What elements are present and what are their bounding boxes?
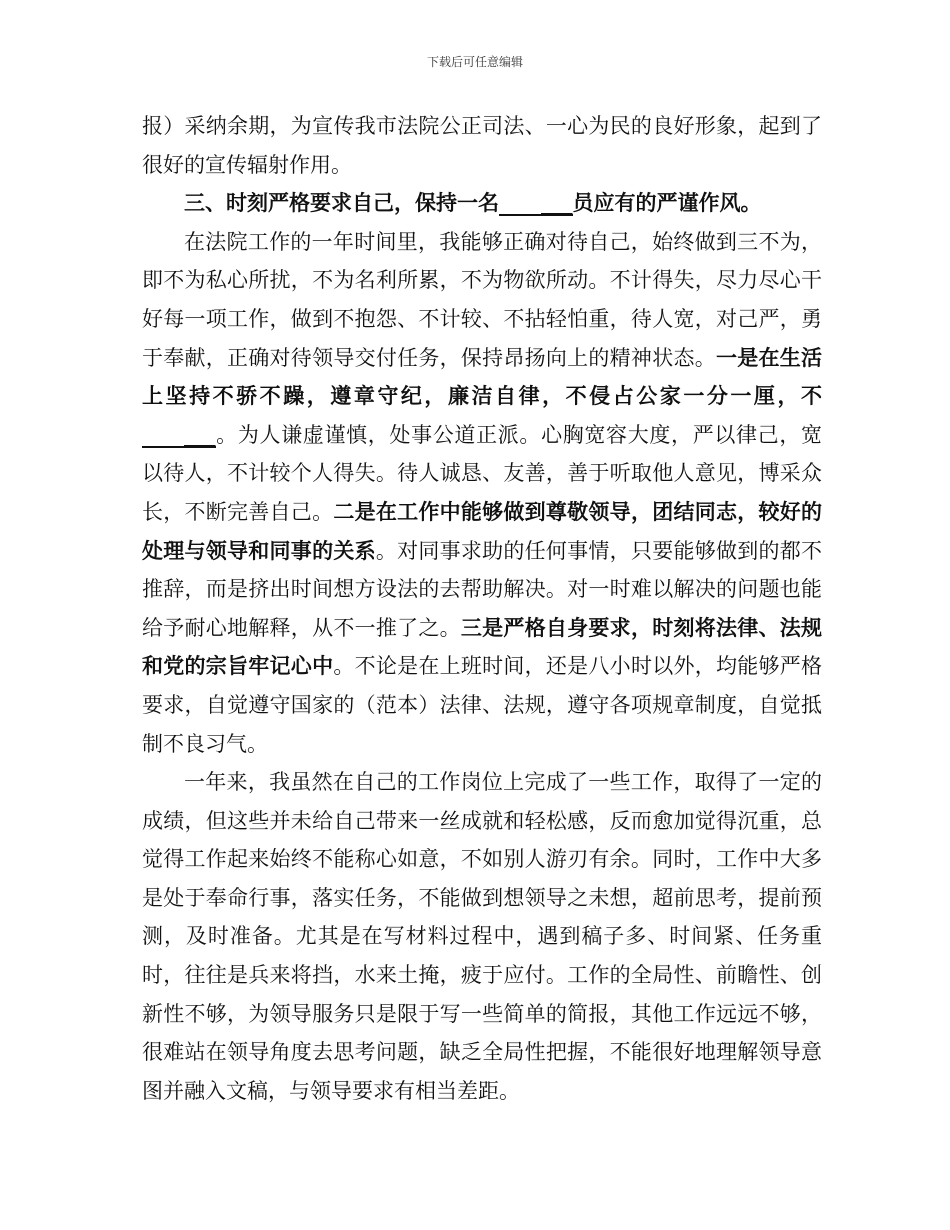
paragraph-shortcomings: 一年来，我虽然在自己的工作岗位上完成了一些工作，取得了一定的成绩，但这些并未给自己带来一丝成就和轻松感，反而愈加觉得沉重，总觉得工作起来始终不能称心如意，不如别人游刃有余。同时，工作中大多是处于奉命行事，落实任务，不能做到想领导之未想，超前思考，提前预测，及时准备。尤其是在写材料过程中，遇到稿子多、时间紧、任务重时，往往是兵来将挡，水来土掩，疲于应付。工作的全局性、前瞻性、创新性不够，为领导服务只是限于写一些简单的简报，其他工作远远不够，很难站在领导角度去思考问题，缺乏全局性把握，不能很好地理解领导意图并融入文稿，与领导要求有相当差距。 <box>142 770 822 1103</box>
paragraph-continuation: 报）采纳余期，为宣传我市法院公正司法、一心为民的良好形象，起到了很好的宣传辐射作用。 <box>142 114 822 177</box>
paragraph-text: 。对同事求助的任何事情，只要能够做到的都不推辞，而是挤出时间想方设法的去帮助解决。对一时难以解决的问题也能给予耐心地解释，从不一推了之。 <box>142 538 823 640</box>
paragraph-text: 在法院工作的一年时间里，我能够正确对待自己，始终做到三不为，即不为私心所扰，不为名利所累，不为物欲所动。不计得失，尽力尽心干好每一项工作，做到不抱怨、不计较、不拈轻怕重，待人宽，对己严，勇于奉献，正确对待领导交付任务，保持昂扬向上的精神状态。 <box>142 229 822 370</box>
bold-point-two: 二是在工作中能够做到尊敬领导，团结同志，较好的处理与领导和同事的关系 <box>142 498 823 563</box>
heading-blank: ___ <box>499 192 573 216</box>
bold-point-three: 三是严格自身要求，时刻将法律、法规和党的宗旨牢记心中 <box>142 614 823 679</box>
paragraph-text: 。不论是在上班时间，还是八小时以外，均能够严格要求，自觉遵守国家的（范本）法律、法规，遵守各项规章制度，自觉抵制不良习气。 <box>142 654 823 756</box>
heading-text-start: 三、时刻严格要求自己，保持一名 <box>184 190 499 216</box>
section-heading <box>142 184 822 223</box>
paragraph-conduct <box>142 223 822 763</box>
document-body <box>142 107 822 1110</box>
paragraph-text: 。为人谦虚谨慎，处事公道正派。心胸宽容大度，严以律己，宽以待人，不计较个人得失。待人诚恳、友善，善于听取他人意见，博采众长，不断完善自己。 <box>142 422 822 524</box>
bold-point-one-blank: ___ <box>142 424 216 448</box>
bold-point-one: 一是在生活上坚持不骄不躁，遵章守纪，廉洁自律，不侵占公家一分一厘，不 <box>142 344 823 409</box>
page-header: 下载后可任意编辑 <box>426 55 523 69</box>
heading-text-end: 员应有的严谨作风。 <box>572 190 762 216</box>
